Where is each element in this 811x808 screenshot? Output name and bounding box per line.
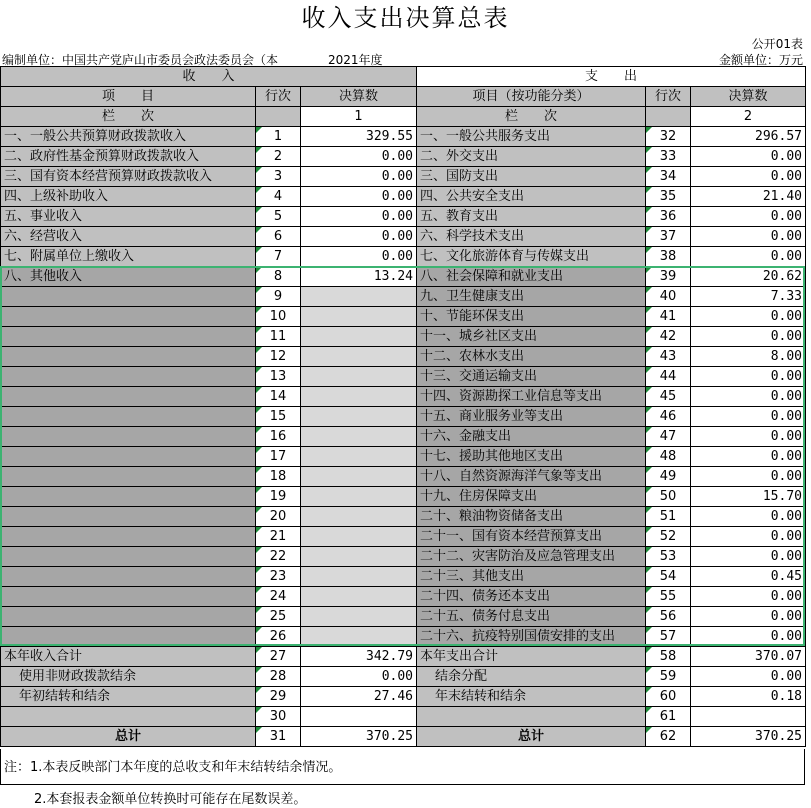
income-rowno-cell[interactable]: 8 [256, 267, 301, 287]
income-grand-total-rowno[interactable]: 31 [256, 727, 301, 747]
expense-total-amount[interactable]: 0.18 [691, 687, 806, 707]
income-amount-cell[interactable] [301, 607, 417, 627]
income-rowno-cell[interactable]: 5 [256, 207, 301, 227]
table-row [1, 627, 806, 647]
table-row [1, 247, 806, 267]
income-item-cell[interactable]: 五、事业收入 [1, 207, 256, 227]
income-rowno-cell[interactable]: 4 [256, 187, 301, 207]
table-row [1, 207, 806, 227]
expense-total-amount[interactable]: 0.00 [691, 667, 806, 687]
income-expense-table [0, 66, 806, 747]
income-section-header[interactable]: 收 入 [1, 67, 417, 87]
income-item-cell[interactable] [1, 367, 256, 387]
income-amount-cell[interactable]: 0.00 [301, 247, 417, 267]
expense-grand-total-rowno[interactable]: 62 [646, 727, 691, 747]
expense-item-cell[interactable]: 八、社会保障和就业支出 [417, 267, 646, 287]
income-rowno-cell[interactable]: 9 [256, 287, 301, 307]
expense-rowno-cell[interactable]: 38 [646, 247, 691, 267]
money-unit: 金额单位：万元 [718, 53, 803, 67]
expense-amount-cell[interactable]: 0.00 [691, 467, 806, 487]
table-row [1, 427, 806, 447]
expense-total-rowno[interactable]: 61 [646, 707, 691, 727]
expense-rowno-cell[interactable]: 57 [646, 627, 691, 647]
expense-lanci-label[interactable]: 栏 次 [417, 107, 646, 127]
income-rowno-cell[interactable]: 2 [256, 147, 301, 167]
income-rowno-cell[interactable]: 15 [256, 407, 301, 427]
expense-item-cell[interactable]: 十三、交通运输支出 [417, 367, 646, 387]
expense-amount-cell[interactable]: 0.00 [691, 547, 806, 567]
income-amount-cell[interactable] [301, 627, 417, 647]
totals-row [1, 687, 806, 707]
income-rowno-cell[interactable]: 16 [256, 427, 301, 447]
income-item-cell[interactable]: 三、国有资本经营预算财政拨款收入 [1, 167, 256, 187]
expense-item-cell[interactable]: 十九、住房保障支出 [417, 487, 646, 507]
income-rowno-cell[interactable]: 13 [256, 367, 301, 387]
income-rowno-cell[interactable]: 24 [256, 587, 301, 607]
income-item-cell[interactable] [1, 427, 256, 447]
expense-rowno-cell[interactable]: 37 [646, 227, 691, 247]
income-amount-cell[interactable] [301, 387, 417, 407]
income-rowno-cell[interactable]: 19 [256, 487, 301, 507]
grand-total-row [1, 727, 806, 747]
table-row [1, 447, 806, 467]
expense-item-cell[interactable]: 十六、金融支出 [417, 427, 646, 447]
income-lanci-empty[interactable] [256, 107, 301, 127]
income-rowno-header[interactable]: 行次 [256, 87, 301, 107]
expense-item-cell[interactable]: 五、教育支出 [417, 207, 646, 227]
table-row [1, 367, 806, 387]
income-item-cell[interactable]: 二、政府性基金预算财政拨款收入 [1, 147, 256, 167]
expense-amount-cell[interactable]: 0.00 [691, 527, 806, 547]
expense-total-rowno[interactable]: 60 [646, 687, 691, 707]
expense-item-cell[interactable]: 六、科学技术支出 [417, 227, 646, 247]
income-amount-cell[interactable] [301, 447, 417, 467]
income-rowno-cell[interactable]: 3 [256, 167, 301, 187]
expense-rowno-cell[interactable]: 53 [646, 547, 691, 567]
income-total-label[interactable]: 年初结转和结余 [1, 687, 256, 707]
income-amount-cell[interactable] [301, 367, 417, 387]
income-grand-total-amount[interactable]: 370.25 [301, 727, 417, 747]
expense-amount-cell[interactable]: 0.00 [691, 207, 806, 227]
expense-item-cell[interactable]: 十一、城乡社区支出 [417, 327, 646, 347]
expense-rowno-cell[interactable]: 55 [646, 587, 691, 607]
income-item-cell[interactable]: 七、附属单位上缴收入 [1, 247, 256, 267]
income-amount-cell[interactable]: 0.00 [301, 207, 417, 227]
expense-amount-cell[interactable]: 0.45 [691, 567, 806, 587]
form-code: 公开01表 [751, 37, 803, 51]
expense-grand-total-amount[interactable]: 370.25 [691, 727, 806, 747]
note-1: 注：1.本表反映部门本年度的总收支和年末结转结余情况。 [4, 760, 342, 775]
income-item-cell[interactable]: 四、上级补助收入 [1, 187, 256, 207]
table-row [1, 507, 806, 527]
expense-amount-cell[interactable]: 0.00 [691, 447, 806, 467]
expense-amount-cell[interactable]: 0.00 [691, 247, 806, 267]
income-rowno-cell[interactable]: 26 [256, 627, 301, 647]
income-total-amount[interactable]: 342.79 [301, 647, 417, 667]
table-row [1, 547, 806, 567]
expense-item-cell[interactable]: 二十、粮油物资储备支出 [417, 507, 646, 527]
income-item-cell[interactable]: 八、其他收入 [1, 267, 256, 287]
expense-item-cell[interactable]: 十、节能环保支出 [417, 307, 646, 327]
income-total-label[interactable] [1, 707, 256, 727]
income-rowno-cell[interactable]: 12 [256, 347, 301, 367]
income-amount-cell[interactable] [301, 507, 417, 527]
income-item-cell[interactable] [1, 287, 256, 307]
expense-amount-cell[interactable]: 0.00 [691, 607, 806, 627]
income-rowno-cell[interactable]: 20 [256, 507, 301, 527]
income-total-amount[interactable]: 27.46 [301, 687, 417, 707]
income-item-cell[interactable] [1, 567, 256, 587]
table-row [1, 567, 806, 587]
expense-item-cell[interactable]: 十二、农林水支出 [417, 347, 646, 367]
income-rowno-cell[interactable]: 23 [256, 567, 301, 587]
expense-rowno-cell[interactable]: 40 [646, 287, 691, 307]
income-lanci-label[interactable]: 栏 次 [1, 107, 256, 127]
expense-rowno-cell[interactable]: 56 [646, 607, 691, 627]
income-grand-total-label[interactable]: 总计 [1, 727, 256, 747]
income-total-amount[interactable] [301, 707, 417, 727]
expense-total-label[interactable]: 结余分配 [417, 667, 646, 687]
income-rowno-cell[interactable]: 25 [256, 607, 301, 627]
expense-rowno-cell[interactable]: 36 [646, 207, 691, 227]
income-amount-cell[interactable] [301, 567, 417, 587]
income-rowno-cell[interactable]: 18 [256, 467, 301, 487]
table-row [1, 347, 806, 367]
table-row [1, 127, 806, 147]
expense-amount-cell[interactable]: 0.00 [691, 587, 806, 607]
expense-item-cell[interactable]: 二十二、灾害防治及应急管理支出 [417, 547, 646, 567]
expense-item-cell[interactable]: 七、文化旅游体育与传媒支出 [417, 247, 646, 267]
table-row [1, 287, 806, 307]
expense-item-cell[interactable]: 十八、自然资源海洋气象等支出 [417, 467, 646, 487]
expense-amount-cell[interactable]: 0.00 [691, 367, 806, 387]
income-item-cell[interactable] [1, 307, 256, 327]
income-item-cell[interactable]: 六、经营收入 [1, 227, 256, 247]
income-amount-cell[interactable] [301, 427, 417, 447]
income-item-cell[interactable] [1, 467, 256, 487]
expense-amount-cell[interactable]: 8.00 [691, 347, 806, 367]
table-row [1, 267, 806, 287]
compiling-unit: 编制单位：中国共产党庐山市委员会政法委员会（本 [2, 53, 279, 67]
expense-rowno-cell[interactable]: 43 [646, 347, 691, 367]
income-amount-cell[interactable] [301, 587, 417, 607]
expense-item-cell[interactable]: 三、国防支出 [417, 167, 646, 187]
income-amount-cell[interactable] [301, 287, 417, 307]
expense-item-cell[interactable]: 二十三、其他支出 [417, 567, 646, 587]
income-amount-cell[interactable] [301, 347, 417, 367]
totals-row [1, 667, 806, 687]
note-2: 2.本套报表金额单位转换时可能存在尾数误差。 [34, 792, 307, 807]
expense-amount-cell[interactable]: 0.00 [691, 627, 806, 647]
totals-row [1, 647, 806, 667]
expense-total-amount[interactable] [691, 707, 806, 727]
expense-rowno-cell[interactable]: 42 [646, 327, 691, 347]
income-item-cell[interactable]: 一、一般公共预算财政拨款收入 [1, 127, 256, 147]
expense-rowno-cell[interactable]: 48 [646, 447, 691, 467]
income-item-cell[interactable] [1, 627, 256, 647]
income-item-cell[interactable] [1, 407, 256, 427]
expense-amount-header[interactable]: 决算数 [691, 87, 806, 107]
income-amount-cell[interactable]: 329.55 [301, 127, 417, 147]
expense-total-label[interactable]: 年末结转和结余 [417, 687, 646, 707]
income-amount-cell[interactable]: 0.00 [301, 167, 417, 187]
income-item-cell[interactable] [1, 487, 256, 507]
table-row [1, 227, 806, 247]
income-amount-cell[interactable]: 0.00 [301, 227, 417, 247]
income-rowno-cell[interactable]: 14 [256, 387, 301, 407]
expense-grand-total-label[interactable]: 总计 [417, 727, 646, 747]
income-total-rowno[interactable]: 27 [256, 647, 301, 667]
income-amount-cell[interactable]: 13.24 [301, 267, 417, 287]
income-total-rowno[interactable]: 29 [256, 687, 301, 707]
income-item-cell[interactable] [1, 347, 256, 367]
income-rowno-cell[interactable]: 11 [256, 327, 301, 347]
income-total-label[interactable]: 本年收入合计 [1, 647, 256, 667]
expense-lanci-empty[interactable] [646, 107, 691, 127]
income-item-cell[interactable] [1, 547, 256, 567]
income-amount-cell[interactable] [301, 487, 417, 507]
income-total-rowno[interactable]: 28 [256, 667, 301, 687]
expense-item-cell[interactable]: 九、卫生健康支出 [417, 287, 646, 307]
expense-rowno-cell[interactable]: 54 [646, 567, 691, 587]
table-row [1, 587, 806, 607]
expense-rowno-cell[interactable]: 41 [646, 307, 691, 327]
income-amount-cell[interactable] [301, 307, 417, 327]
expense-item-cell[interactable]: 四、公共安全支出 [417, 187, 646, 207]
income-amount-cell[interactable] [301, 327, 417, 347]
expense-amount-cell[interactable]: 21.40 [691, 187, 806, 207]
income-rowno-cell[interactable]: 1 [256, 127, 301, 147]
income-amount-header[interactable]: 决算数 [301, 87, 417, 107]
income-total-rowno[interactable]: 30 [256, 707, 301, 727]
income-total-amount[interactable]: 0.00 [301, 667, 417, 687]
expense-rowno-cell[interactable]: 44 [646, 367, 691, 387]
expense-rowno-cell[interactable]: 50 [646, 487, 691, 507]
table-row [1, 527, 806, 547]
income-rowno-cell[interactable]: 17 [256, 447, 301, 467]
table-row [1, 467, 806, 487]
expense-amount-cell[interactable]: 0.00 [691, 227, 806, 247]
table-row [1, 307, 806, 327]
table-row [1, 167, 806, 187]
income-item-cell[interactable] [1, 507, 256, 527]
expense-rowno-cell[interactable]: 39 [646, 267, 691, 287]
income-item-cell[interactable] [1, 587, 256, 607]
expense-amount-cell[interactable]: 0.00 [691, 507, 806, 527]
expense-rowno-cell[interactable]: 32 [646, 127, 691, 147]
income-amount-cell[interactable] [301, 407, 417, 427]
expense-item-cell[interactable]: 二十一、国有资本经营预算支出 [417, 527, 646, 547]
expense-item-cell[interactable]: 二十五、债务付息支出 [417, 607, 646, 627]
report-year: 2021年度 [328, 53, 383, 67]
expense-total-amount[interactable]: 370.07 [691, 647, 806, 667]
expense-amount-cell[interactable]: 0.00 [691, 407, 806, 427]
expense-section-header[interactable]: 支 出 [417, 67, 806, 87]
expense-rowno-cell[interactable]: 35 [646, 187, 691, 207]
expense-rowno-cell[interactable]: 52 [646, 527, 691, 547]
table-row [1, 327, 806, 347]
expense-amount-cell[interactable]: 15.70 [691, 487, 806, 507]
income-total-label[interactable]: 使用非财政拨款结余 [1, 667, 256, 687]
expense-rowno-cell[interactable]: 34 [646, 167, 691, 187]
expense-amount-cell[interactable]: 296.57 [691, 127, 806, 147]
income-rowno-cell[interactable]: 22 [256, 547, 301, 567]
totals-row [1, 707, 806, 727]
expense-total-label[interactable]: 本年支出合计 [417, 647, 646, 667]
expense-item-cell[interactable]: 一、一般公共服务支出 [417, 127, 646, 147]
expense-item-cell[interactable]: 二十四、债务还本支出 [417, 587, 646, 607]
income-rowno-cell[interactable]: 6 [256, 227, 301, 247]
expense-item-cell[interactable]: 十四、资源勘探工业信息等支出 [417, 387, 646, 407]
expense-item-cell[interactable]: 二、外交支出 [417, 147, 646, 167]
income-amount-cell[interactable] [301, 547, 417, 567]
table-row [1, 187, 806, 207]
income-item-cell[interactable] [1, 447, 256, 467]
expense-item-cell[interactable]: 十五、商业服务业等支出 [417, 407, 646, 427]
income-item-cell[interactable] [1, 387, 256, 407]
income-rowno-cell[interactable]: 21 [256, 527, 301, 547]
income-rowno-cell[interactable]: 10 [256, 307, 301, 327]
expense-item-header[interactable]: 项目（按功能分类） [417, 87, 646, 107]
expense-rowno-cell[interactable]: 45 [646, 387, 691, 407]
table-row [1, 387, 806, 407]
expense-amount-cell[interactable]: 0.00 [691, 167, 806, 187]
income-item-cell[interactable] [1, 527, 256, 547]
expense-amount-cell[interactable]: 0.00 [691, 427, 806, 447]
expense-rowno-cell[interactable]: 33 [646, 147, 691, 167]
expense-total-rowno[interactable]: 58 [646, 647, 691, 667]
expense-rowno-cell[interactable]: 46 [646, 407, 691, 427]
table-row [1, 607, 806, 627]
income-item-header[interactable]: 项 目 [1, 87, 256, 107]
expense-rowno-header[interactable]: 行次 [646, 87, 691, 107]
income-amount-cell[interactable] [301, 527, 417, 547]
income-item-cell[interactable] [1, 607, 256, 627]
expense-item-cell[interactable]: 二十六、抗疫特别国债安排的支出 [417, 627, 646, 647]
expense-total-rowno[interactable]: 59 [646, 667, 691, 687]
expense-amount-cell[interactable]: 20.62 [691, 267, 806, 287]
report-title: 收入支出决算总表 [301, 4, 510, 32]
expense-amount-cell[interactable]: 0.00 [691, 327, 806, 347]
expense-total-label[interactable] [417, 707, 646, 727]
table-row [1, 147, 806, 167]
expense-rowno-cell[interactable]: 51 [646, 507, 691, 527]
income-amount-cell[interactable]: 0.00 [301, 187, 417, 207]
expense-amount-cell[interactable]: 7.33 [691, 287, 806, 307]
expense-rowno-cell[interactable]: 47 [646, 427, 691, 447]
income-amount-cell[interactable] [301, 467, 417, 487]
table-row [1, 487, 806, 507]
expense-item-cell[interactable]: 十七、援助其他地区支出 [417, 447, 646, 467]
income-col-number[interactable]: 1 [301, 107, 417, 127]
income-item-cell[interactable] [1, 327, 256, 347]
expense-col-number[interactable]: 2 [691, 107, 806, 127]
income-rowno-cell[interactable]: 7 [256, 247, 301, 267]
expense-amount-cell[interactable]: 0.00 [691, 387, 806, 407]
expense-amount-cell[interactable]: 0.00 [691, 307, 806, 327]
table-row [1, 407, 806, 427]
income-amount-cell[interactable]: 0.00 [301, 147, 417, 167]
expense-amount-cell[interactable]: 0.00 [691, 147, 806, 167]
expense-rowno-cell[interactable]: 49 [646, 467, 691, 487]
